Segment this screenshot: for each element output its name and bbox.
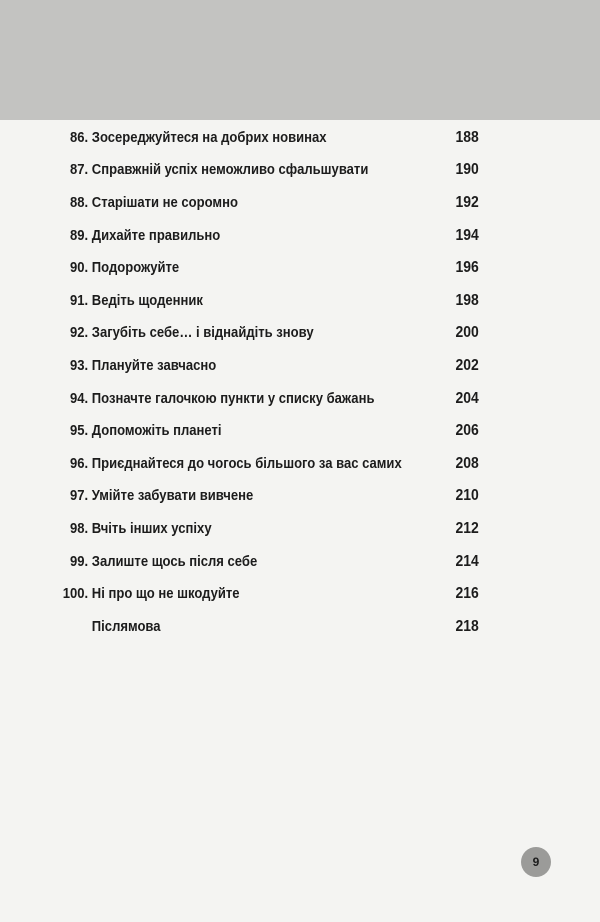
toc-entry bbox=[0, 252, 540, 284]
toc-entry-number: 94. bbox=[70, 391, 89, 407]
toc-entry-page: 194 bbox=[455, 227, 479, 244]
toc-entry bbox=[0, 383, 540, 415]
toc-entry-title: Ні про що не шкодуйте bbox=[91, 586, 240, 602]
toc-entry-title: Справжній успіх неможливо сфальшувати bbox=[91, 162, 369, 178]
toc-entry-page: 200 bbox=[455, 324, 479, 341]
toc-entry-title: Приєднайтеся до чогось більшого за вас самих bbox=[91, 456, 402, 472]
toc-entry-page: 208 bbox=[455, 455, 479, 472]
toc-entry-page: 206 bbox=[455, 422, 479, 439]
toc-entry-title: Допоможіть планеті bbox=[91, 423, 222, 439]
toc-entry-number: 86. bbox=[70, 130, 89, 146]
toc-entry-title: Ведіть щоденник bbox=[91, 293, 203, 309]
toc-entry-title: Старішати не соромно bbox=[91, 195, 238, 211]
toc-entry-number: 96. bbox=[70, 456, 89, 472]
page-number-badge: 9 bbox=[521, 847, 551, 877]
toc-entry-number: 91. bbox=[70, 293, 89, 309]
toc-entry-title: Зосереджуйтеся на добрих новинах bbox=[91, 130, 327, 146]
toc-entry bbox=[0, 220, 540, 252]
toc-entry-number: 99. bbox=[70, 554, 89, 570]
toc-entry-title: Позначте галочкою пункти у списку бажань bbox=[91, 391, 375, 407]
toc-entry bbox=[0, 154, 540, 186]
toc-entry-afterword bbox=[0, 611, 540, 643]
header-band bbox=[0, 0, 600, 120]
toc-entry-number: 95. bbox=[70, 423, 89, 439]
toc-entry-number: 98. bbox=[70, 521, 89, 537]
toc-entry bbox=[0, 480, 540, 512]
toc-entry-title: Плануйте завчасно bbox=[91, 358, 217, 374]
toc-entry-page: 218 bbox=[455, 618, 479, 635]
toc-entry bbox=[0, 578, 540, 610]
toc-entry-page: 198 bbox=[455, 292, 479, 309]
toc-entry-number: 89. bbox=[70, 228, 89, 244]
toc-entry-page: 188 bbox=[455, 129, 479, 146]
toc-entry-page: 190 bbox=[455, 161, 479, 178]
toc-entry-number: 88. bbox=[70, 195, 89, 211]
toc-entry-number: 92. bbox=[70, 325, 89, 341]
toc-entry-number: 93. bbox=[70, 358, 89, 374]
toc-entry-number: 97. bbox=[70, 488, 89, 504]
toc-entry-number: 90. bbox=[70, 260, 89, 276]
toc-entry-number: 87. bbox=[70, 162, 89, 178]
toc-entry bbox=[0, 448, 540, 480]
toc-entry-page: 212 bbox=[455, 520, 479, 537]
toc-entry-page: 214 bbox=[455, 553, 479, 570]
toc-entry-title: Залиште щось після себе bbox=[91, 554, 258, 570]
toc-entry-title: Загубіть себе… і віднайдіть знову bbox=[91, 325, 314, 341]
toc-entry-title: Вчіть інших успіху bbox=[91, 521, 212, 537]
toc-entry bbox=[0, 350, 540, 382]
toc-entry-page: 216 bbox=[455, 585, 479, 602]
toc-entry bbox=[0, 317, 540, 349]
toc-entry-page: 202 bbox=[455, 357, 479, 374]
toc-entry-title: Післямова bbox=[91, 619, 161, 635]
toc-entry-title: Подорожуйте bbox=[91, 260, 180, 276]
toc-entry bbox=[0, 415, 540, 447]
toc-entry bbox=[0, 285, 540, 317]
toc-entry bbox=[0, 546, 540, 578]
toc-entry-number: 100. bbox=[62, 586, 89, 602]
toc-entry-page: 210 bbox=[455, 487, 479, 504]
toc-entry-title: Дихайте правильно bbox=[91, 228, 221, 244]
toc-entry-page: 204 bbox=[455, 390, 479, 407]
toc-entry-title: Умійте забувати вивчене bbox=[91, 488, 254, 504]
toc-entry bbox=[0, 187, 540, 219]
toc-entry-page: 196 bbox=[455, 259, 479, 276]
toc-entry bbox=[0, 513, 540, 545]
toc-entry bbox=[0, 122, 540, 154]
toc-entry-page: 192 bbox=[455, 194, 479, 211]
